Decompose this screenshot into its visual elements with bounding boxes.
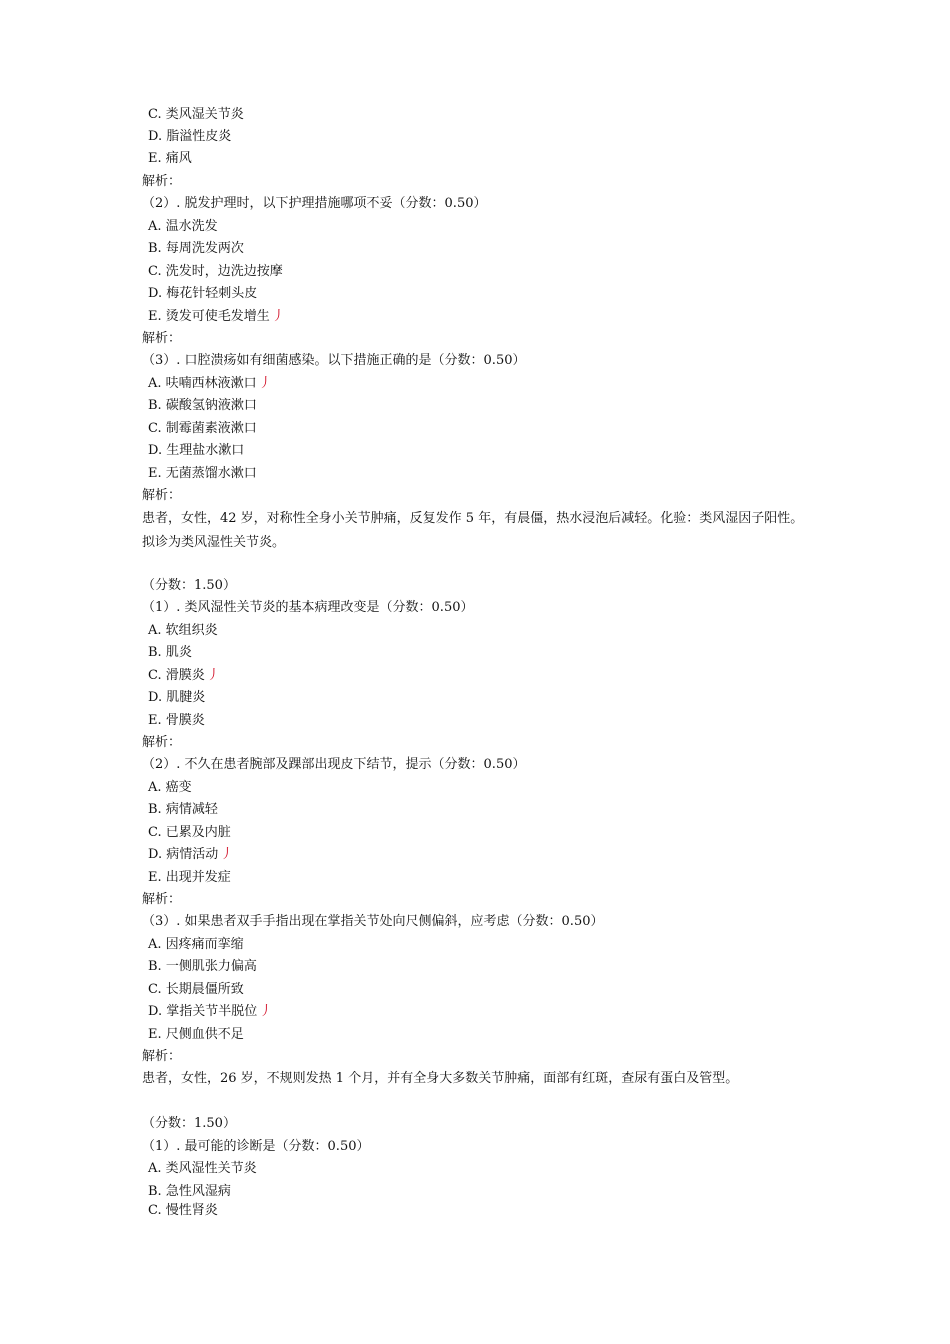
option-line bbox=[148, 642, 828, 664]
line-text: D. 掌指关节半脱位 bbox=[148, 1004, 258, 1019]
option-line bbox=[148, 148, 828, 170]
option-line bbox=[148, 687, 828, 709]
option-line bbox=[148, 665, 828, 687]
line-text: D. 病情活动 bbox=[148, 847, 219, 862]
line-text: C. 已累及内脏 bbox=[148, 825, 231, 840]
line-text: A. 因疼痛而挛缩 bbox=[148, 937, 244, 952]
question-stem bbox=[142, 597, 822, 619]
line-text: E. 骨膜炎 bbox=[148, 713, 205, 728]
line-text: B. 肌炎 bbox=[148, 645, 192, 660]
line-text: （分数：1.50） bbox=[142, 578, 236, 593]
question-stem bbox=[142, 754, 822, 776]
option-line bbox=[148, 956, 828, 978]
line-text: C. 制霉菌素液漱口 bbox=[148, 421, 257, 436]
line-text: 患者，女性，26 岁，不规则发热 1 个月，并有全身大多数关节肿痛，面部有红斑，查尿有蛋白及管型。 bbox=[142, 1071, 739, 1086]
option-line bbox=[148, 799, 828, 821]
case-description bbox=[142, 1068, 822, 1090]
line-text: A. 温水洗发 bbox=[148, 219, 218, 234]
option-line bbox=[148, 979, 828, 1001]
question-stem bbox=[142, 350, 822, 372]
option-line bbox=[148, 463, 828, 485]
line-text: （3）. 如果患者双手手指出现在掌指关节处向尺侧偏斜，应考虑（分数：0.50） bbox=[142, 914, 604, 929]
line-text: 患者，女性，42 岁，对称性全身小关节肿痛，反复发作 5 年，有晨僵，热水浸泡后减轻。化验：类风湿因子阳性。拟诊为类风湿性关节炎。 bbox=[142, 511, 804, 550]
option-line bbox=[148, 238, 828, 260]
line-text: （2）. 脱发护理时，以下护理措施哪项不妥（分数：0.50） bbox=[142, 196, 487, 211]
option-line bbox=[148, 934, 828, 956]
option-line bbox=[148, 1001, 828, 1023]
analysis-label bbox=[142, 732, 822, 754]
line-text: A. 癌变 bbox=[148, 780, 192, 795]
line-text: 解析： bbox=[142, 331, 182, 346]
line-text: C. 洗发时，边洗边按摩 bbox=[148, 264, 283, 279]
line-text: 解析： bbox=[142, 488, 182, 503]
option-line bbox=[148, 216, 828, 238]
line-text: B. 一侧肌张力偏高 bbox=[148, 959, 257, 974]
option-line bbox=[148, 126, 828, 148]
option-line bbox=[148, 777, 828, 799]
line-text: 解析： bbox=[142, 892, 182, 907]
analysis-label bbox=[142, 485, 822, 507]
option-line bbox=[148, 440, 828, 462]
analysis-label bbox=[142, 328, 822, 350]
option-line bbox=[148, 104, 828, 126]
line-text: C. 慢性肾炎 bbox=[148, 1203, 218, 1218]
line-text: A. 软组织炎 bbox=[148, 623, 218, 638]
line-text: （1）. 类风湿性关节炎的基本病理改变是（分数：0.50） bbox=[142, 600, 474, 615]
line-text: B. 病情减轻 bbox=[148, 802, 218, 817]
option-line bbox=[148, 710, 828, 732]
line-text: B. 每周洗发两次 bbox=[148, 241, 244, 256]
correct-answer-mark: 丿 bbox=[259, 1004, 273, 1019]
option-line bbox=[148, 395, 828, 417]
option-line bbox=[148, 620, 828, 642]
option-line bbox=[148, 1200, 828, 1222]
line-text: E. 出现并发症 bbox=[148, 870, 231, 885]
correct-answer-mark: 丿 bbox=[258, 376, 272, 391]
analysis-label bbox=[142, 171, 822, 193]
correct-answer-mark: 丿 bbox=[271, 309, 285, 324]
question-stem bbox=[142, 193, 822, 215]
line-text: C. 滑膜炎 bbox=[148, 668, 205, 683]
line-text: D. 梅花针轻刺头皮 bbox=[148, 286, 258, 301]
correct-answer-mark: 丿 bbox=[206, 668, 220, 683]
line-text: B. 急性风湿病 bbox=[148, 1184, 231, 1199]
correct-answer-mark: 丿 bbox=[220, 847, 234, 862]
line-text: 解析： bbox=[142, 1049, 182, 1064]
question-stem bbox=[142, 1136, 822, 1158]
line-text: E. 无菌蒸馏水漱口 bbox=[148, 466, 257, 481]
analysis-label bbox=[142, 889, 822, 911]
option-line bbox=[148, 844, 828, 866]
line-text: D. 生理盐水漱口 bbox=[148, 443, 245, 458]
option-line bbox=[148, 867, 828, 889]
line-text: E. 烫发可使毛发增生 bbox=[148, 309, 270, 324]
line-text: （1）. 最可能的诊断是（分数：0.50） bbox=[142, 1139, 370, 1154]
line-text: A. 类风湿性关节炎 bbox=[148, 1161, 257, 1176]
option-line bbox=[148, 822, 828, 844]
option-line bbox=[148, 373, 828, 395]
option-line bbox=[148, 418, 828, 440]
line-text: E. 痛风 bbox=[148, 151, 192, 166]
line-text: E. 尺侧血供不足 bbox=[148, 1027, 244, 1042]
option-line bbox=[148, 283, 828, 305]
line-text: D. 肌腱炎 bbox=[148, 690, 206, 705]
line-text: C. 类风湿关节炎 bbox=[148, 107, 244, 122]
line-text: 解析： bbox=[142, 735, 182, 750]
option-line bbox=[148, 1024, 828, 1046]
line-text: 解析： bbox=[142, 174, 182, 189]
line-text: A. 呋喃西林液漱口 bbox=[148, 376, 257, 391]
case-description bbox=[142, 507, 812, 555]
score-label bbox=[142, 575, 822, 597]
line-text: C. 长期晨僵所致 bbox=[148, 982, 244, 997]
line-text: （2）. 不久在患者腕部及踝部出现皮下结节，提示（分数：0.50） bbox=[142, 757, 526, 772]
line-text: （3）. 口腔溃疡如有细菌感染。以下措施正确的是（分数：0.50） bbox=[142, 353, 526, 368]
option-line bbox=[148, 261, 828, 283]
score-label bbox=[142, 1113, 822, 1135]
analysis-label bbox=[142, 1046, 822, 1068]
option-line bbox=[148, 306, 828, 328]
line-text: （分数：1.50） bbox=[142, 1116, 236, 1131]
line-text: D. 脂溢性皮炎 bbox=[148, 129, 232, 144]
option-line bbox=[148, 1158, 828, 1180]
question-stem bbox=[142, 911, 822, 933]
line-text: B. 碳酸氢钠液漱口 bbox=[148, 398, 257, 413]
